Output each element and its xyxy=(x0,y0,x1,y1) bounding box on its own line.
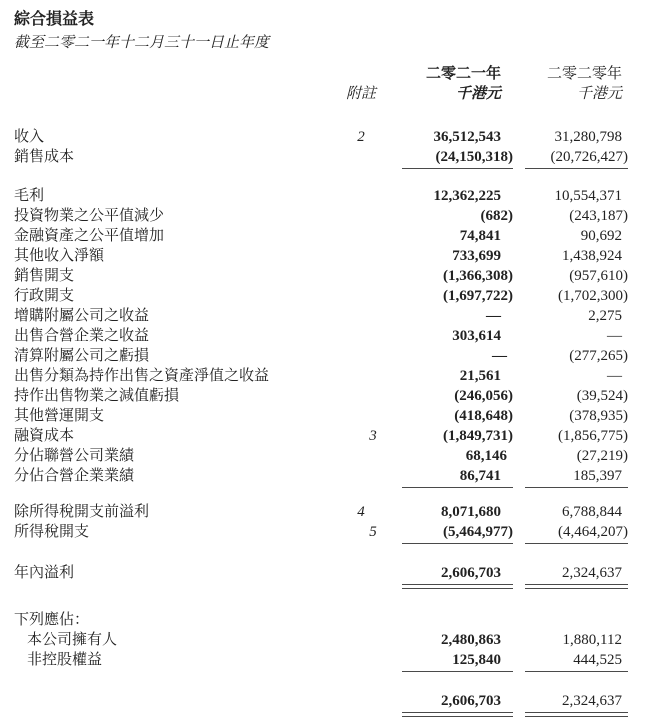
value-2021: 303,614 xyxy=(452,328,501,344)
rule-2020-column xyxy=(525,543,628,544)
value-2021: — xyxy=(486,308,501,324)
rule-2020-column xyxy=(525,584,628,589)
table-row xyxy=(0,206,661,226)
value-2021: 2,606,703 xyxy=(441,565,501,581)
rule-2021-column xyxy=(402,712,513,717)
note-ref xyxy=(341,306,381,326)
value-2020: (277,265) xyxy=(569,348,628,364)
table-row xyxy=(0,326,661,346)
value-2020: 1,438,924 xyxy=(562,248,622,264)
value-2021: (246,056) xyxy=(454,388,513,404)
note-ref: 3 xyxy=(369,428,377,444)
note-ref xyxy=(341,326,381,346)
table-row xyxy=(0,650,661,670)
table-row xyxy=(0,366,661,386)
double-total-rule xyxy=(0,711,661,718)
column-headers-year xyxy=(0,64,661,84)
value-2021: (682) xyxy=(480,208,513,224)
spacer xyxy=(0,173,661,186)
header-spacer xyxy=(14,64,341,84)
row-label: 融資成本 xyxy=(14,428,75,444)
value-2021: 2,480,863 xyxy=(441,632,501,648)
single-total-rule xyxy=(0,670,661,676)
spacer xyxy=(0,590,661,610)
row-label: 除所得稅開支前溢利 xyxy=(14,504,150,520)
column-header-2020: 二零二零年 xyxy=(546,66,622,82)
value-2020: (4,464,207) xyxy=(558,524,628,540)
value-2021: 74,841 xyxy=(459,228,501,244)
note-ref xyxy=(341,691,381,711)
row-label: 銷售開支 xyxy=(14,268,75,284)
table-row xyxy=(0,466,661,486)
row-label: 金融資產之公平值增加 xyxy=(14,228,165,244)
value-2021: (5,464,977) xyxy=(443,524,513,540)
value-2021: (1,849,731) xyxy=(443,428,513,444)
value-2021: 21,561 xyxy=(459,368,501,384)
row-label: 年內溢利 xyxy=(14,565,75,581)
value-2021: 8,071,680 xyxy=(441,504,501,520)
value-2021: 68,146 xyxy=(465,448,507,464)
value-2021: 125,840 xyxy=(452,652,501,668)
table-row xyxy=(0,226,661,246)
single-total-rule xyxy=(0,167,661,173)
note-ref xyxy=(341,630,381,650)
note-ref xyxy=(353,610,393,630)
note-ref xyxy=(353,147,393,167)
note-ref xyxy=(341,650,381,670)
value-2020 xyxy=(513,610,628,630)
single-total-rule xyxy=(0,486,661,492)
statement-title: 綜合損益表 xyxy=(14,11,95,28)
value-2021 xyxy=(393,610,513,630)
note-ref xyxy=(353,406,393,426)
row-label: 投資物業之公平值減少 xyxy=(14,208,165,224)
note-ref xyxy=(353,206,393,226)
value-2020: — xyxy=(607,328,622,344)
row-label: 其他營運開支 xyxy=(14,408,105,424)
spacer xyxy=(0,676,661,691)
row-label: 行政開支 xyxy=(14,288,75,304)
table-row xyxy=(0,346,661,366)
note-ref xyxy=(353,266,393,286)
row-label: 毛利 xyxy=(14,188,45,204)
table-row xyxy=(0,386,661,406)
value-2020: 1,880,112 xyxy=(562,632,622,648)
table-row xyxy=(0,306,661,326)
column-header-2021: 二零二一年 xyxy=(425,66,501,82)
value-2021: 733,699 xyxy=(452,248,501,264)
table-row xyxy=(0,286,661,306)
value-2020: (39,524) xyxy=(576,388,628,404)
value-2020: 2,324,637 xyxy=(562,693,622,709)
value-2021: — xyxy=(492,348,507,364)
row-label: 分佔聯營公司業績 xyxy=(14,448,135,464)
row-label: 本公司擁有人 xyxy=(27,632,118,648)
value-2020: 185,397 xyxy=(573,468,622,484)
table-row xyxy=(0,127,661,147)
value-2021: 86,741 xyxy=(459,468,501,484)
row-label xyxy=(14,691,341,711)
table-row xyxy=(0,502,661,522)
value-2020: (957,610) xyxy=(569,268,628,284)
rule-2021-column xyxy=(402,168,513,169)
note-ref xyxy=(347,446,387,466)
row-label: 出售合營企業之收益 xyxy=(14,328,150,344)
value-2020: (378,935) xyxy=(569,408,628,424)
note-ref xyxy=(353,286,393,306)
value-2021: 36,512,543 xyxy=(433,129,501,145)
row-label: 其他收入淨額 xyxy=(14,248,105,264)
row-label: 持作出售物業之減值虧損 xyxy=(14,388,180,404)
table-row xyxy=(0,563,661,583)
value-2020: 2,275 xyxy=(588,308,622,324)
value-2020: 90,692 xyxy=(580,228,622,244)
note-ref: 5 xyxy=(369,524,377,540)
value-2020: 31,280,798 xyxy=(554,129,622,145)
spacer xyxy=(0,548,661,563)
table-row xyxy=(0,610,661,630)
row-label: 出售分類為持作出售之資產淨值之收益 xyxy=(14,368,270,384)
value-2021: (24,150,318) xyxy=(435,149,513,165)
table-row xyxy=(0,522,661,542)
value-2020: (20,726,427) xyxy=(550,149,628,165)
note-ref xyxy=(347,346,387,366)
value-2021: (418,648) xyxy=(454,408,513,424)
note-ref xyxy=(341,226,381,246)
row-label: 下列應佔： xyxy=(14,612,90,628)
statement-rows xyxy=(0,127,661,718)
note-ref xyxy=(353,386,393,406)
rule-2021-column xyxy=(402,487,513,488)
note-ref: 2 xyxy=(357,129,365,145)
single-total-rule xyxy=(0,542,661,548)
header-spacer xyxy=(14,84,341,104)
row-label: 清算附屬公司之虧損 xyxy=(14,348,150,364)
header-spacer xyxy=(341,64,381,84)
note-ref xyxy=(341,563,381,583)
double-total-rule xyxy=(0,583,661,590)
column-header-unit-2020: 千港元 xyxy=(576,86,622,102)
value-2021: (1,366,308) xyxy=(443,268,513,284)
value-2021: (1,697,722) xyxy=(443,288,513,304)
row-label: 銷售成本 xyxy=(14,149,75,165)
value-2020: (1,856,775) xyxy=(558,428,628,444)
rule-2021-column xyxy=(402,584,513,589)
rule-2020-column xyxy=(525,671,628,672)
rule-2021-column xyxy=(402,543,513,544)
value-2020: (243,187) xyxy=(569,208,628,224)
rule-2020-column xyxy=(525,168,628,169)
column-header-unit-2021: 千港元 xyxy=(455,86,501,102)
value-2020: (27,219) xyxy=(576,448,628,464)
value-2020: 2,324,637 xyxy=(562,565,622,581)
row-label: 分佔合營企業業績 xyxy=(14,468,135,484)
table-row xyxy=(0,630,661,650)
rule-2020-column xyxy=(525,712,628,717)
row-label: 收入 xyxy=(14,129,45,145)
row-label: 增購附屬公司之收益 xyxy=(14,308,150,324)
column-header-note: 附註 xyxy=(345,86,376,102)
table-row xyxy=(0,406,661,426)
row-label: 所得稅開支 xyxy=(14,524,90,540)
statement-period: 截至二零二一年十二月三十一日止年度 xyxy=(14,35,270,51)
table-row xyxy=(0,147,661,167)
table-row xyxy=(0,691,661,711)
value-2021: 2,606,703 xyxy=(441,693,501,709)
table-row xyxy=(0,266,661,286)
value-2020: — xyxy=(607,368,622,384)
table-row xyxy=(0,186,661,206)
value-2020: 6,788,844 xyxy=(562,504,622,520)
value-2021: 12,362,225 xyxy=(433,188,501,204)
rule-2021-column xyxy=(402,671,513,672)
note-ref xyxy=(341,186,381,206)
column-headers-unit xyxy=(0,84,661,104)
table-row xyxy=(0,426,661,446)
rule-2020-column xyxy=(525,487,628,488)
table-row xyxy=(0,246,661,266)
value-2020: 444,525 xyxy=(573,652,622,668)
note-ref: 4 xyxy=(357,504,365,520)
note-ref xyxy=(341,366,381,386)
note-ref xyxy=(341,246,381,266)
value-2020: 10,554,371 xyxy=(554,188,622,204)
note-ref xyxy=(341,466,381,486)
table-row xyxy=(0,446,661,466)
spacer xyxy=(0,492,661,502)
value-2020: (1,702,300) xyxy=(558,288,628,304)
row-label: 非控股權益 xyxy=(27,652,103,668)
